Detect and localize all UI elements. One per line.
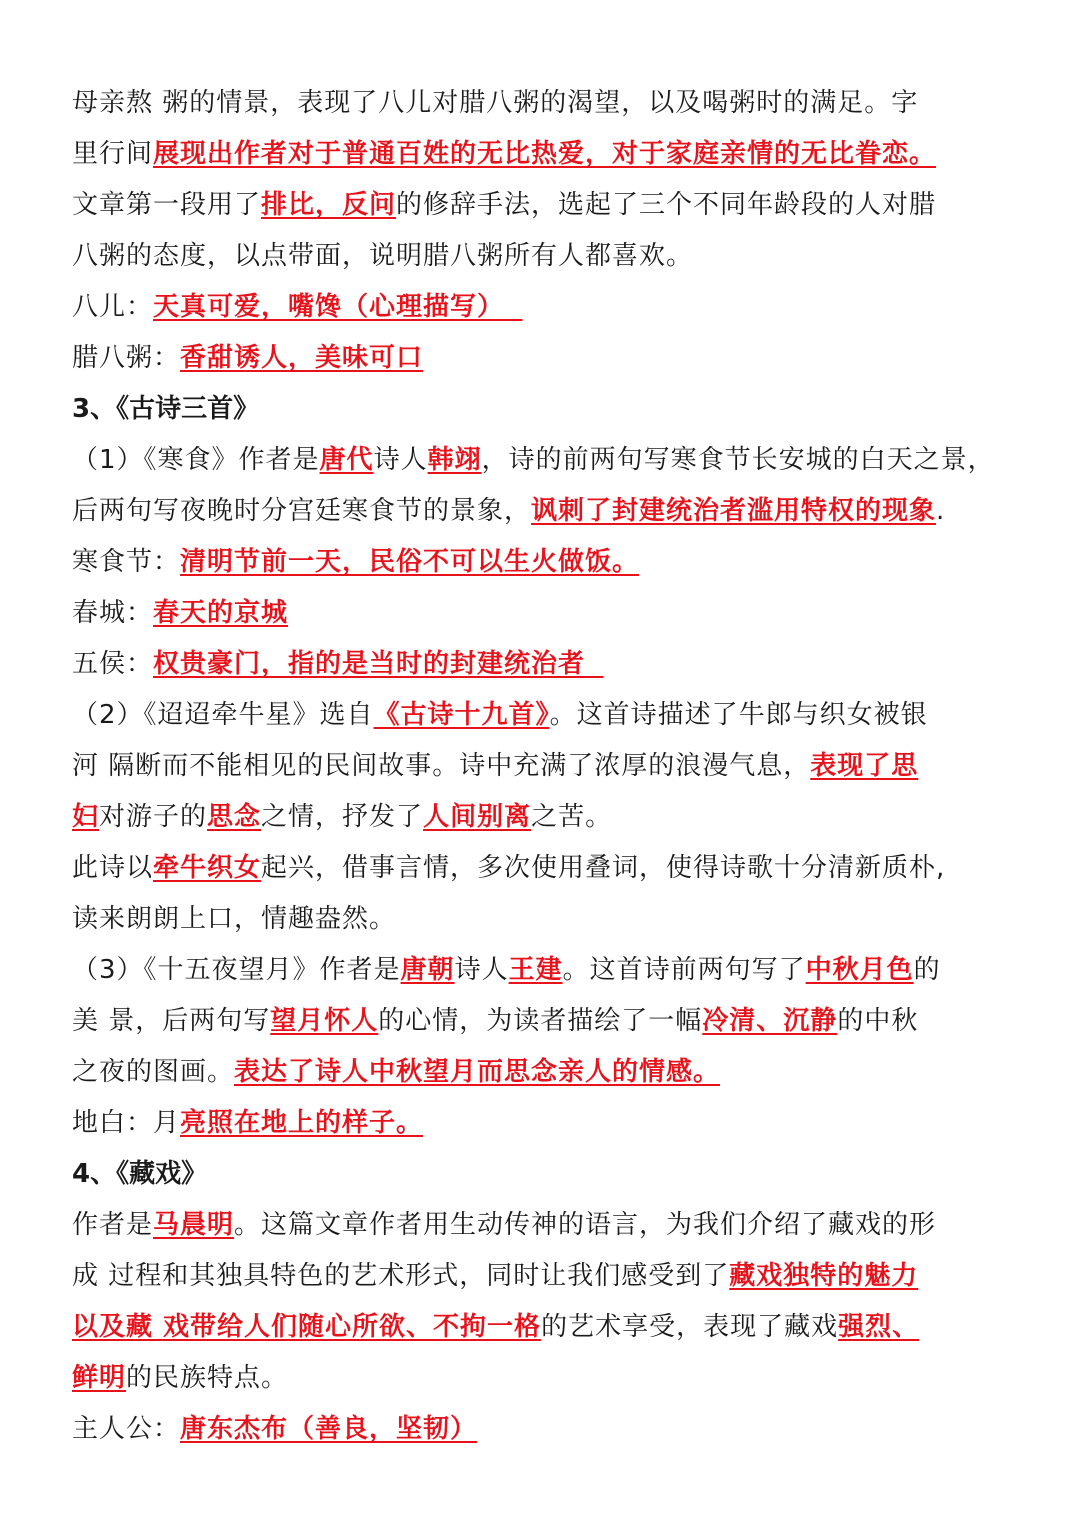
body-text: ，诗的前两句写寒食节长安城的白天之景， — [481, 445, 995, 475]
highlighted-answer: 表现了思 — [810, 751, 919, 781]
body-text: 八儿： — [72, 292, 154, 322]
highlighted-answer: 思念 — [207, 802, 262, 832]
highlighted-answer: 藏戏独特的魅力 — [729, 1261, 919, 1291]
highlighted-answer: 中秋月色 — [805, 955, 914, 985]
highlighted-answer: 表达了诗人中秋望月而思念亲人的情感。 — [234, 1057, 721, 1087]
highlighted-answer: 唐东杰布（善良，坚韧） — [180, 1414, 478, 1444]
highlighted-answer: 亮照在地上的样子。 — [180, 1108, 424, 1138]
text-line — [72, 231, 1010, 282]
highlighted-answer: 妇 — [72, 802, 100, 832]
body-text: 春城： — [72, 598, 154, 628]
body-text: 美 景，后两句写 — [72, 1006, 271, 1036]
body-text: 地白：月 — [72, 1108, 181, 1138]
highlighted-answer: 排比，反问 — [261, 190, 397, 220]
body-text: 的修辞手法，选起了三个不同年龄段的人对腊 — [396, 190, 937, 220]
highlighted-answer: 讽刺了封建统治者滥用特权的现象 — [531, 496, 937, 526]
body-text: （3）《十五夜望月》作者是 — [72, 955, 401, 985]
body-text: 的心情，为读者描绘了一幅 — [378, 1006, 703, 1036]
body-text: 的艺术享受，表现了藏戏 — [541, 1312, 839, 1342]
highlighted-answer: 权贵豪门，指的是当时的封建统治者 — [153, 649, 586, 679]
body-text: 五侯： — [72, 649, 154, 679]
text-line — [72, 1353, 1010, 1404]
text-line — [72, 894, 1010, 945]
text-line — [72, 741, 1010, 792]
text-line — [72, 537, 1010, 588]
highlighted-answer: 王建 — [508, 955, 563, 985]
text-line — [72, 792, 1010, 843]
body-text: 的 — [913, 955, 941, 985]
body-text: 起兴，借事言情，多次使用叠词，使得诗歌十分清新质朴, — [261, 853, 946, 883]
body-text: 。这首诗前两句写了 — [562, 955, 806, 985]
body-text: 之情，抒发了 — [261, 802, 424, 832]
section-heading — [72, 1149, 1010, 1200]
highlighted-answer: 以及藏 戏带给人们随心所欲、不拘一格 — [72, 1312, 542, 1342]
text-line — [72, 282, 1010, 333]
text-line — [72, 180, 1010, 231]
text-line — [72, 435, 1010, 486]
highlighted-answer: 鲜明 — [72, 1363, 127, 1393]
text-line — [72, 1047, 1010, 1098]
text-line — [72, 486, 1010, 537]
highlighted-answer: 韩翊 — [427, 445, 482, 475]
body-text: 八粥的态度，以点带面，说明腊八粥所有人都喜欢。 — [72, 241, 694, 271]
body-text: 读来朗朗上口，情趣盎然。 — [72, 904, 397, 934]
section-heading — [72, 384, 1010, 435]
body-text: 成 过程和其独具特色的艺术形式，同时让我们感受到了 — [72, 1261, 730, 1291]
text-line — [72, 129, 1010, 180]
highlighted-answer: 望月怀人 — [270, 1006, 379, 1036]
underline-trail — [585, 649, 604, 679]
body-text: 的中秋 — [837, 1006, 919, 1036]
highlighted-answer: 香甜诱人，美味可口 — [180, 343, 424, 373]
body-text: 母亲熬 粥的情景，表现了八儿对腊八粥的渴望，以及喝粥时的满足。字 — [72, 88, 919, 118]
text-line — [72, 1251, 1010, 1302]
highlighted-answer: 唐代 — [319, 445, 374, 475]
text-line — [72, 945, 1010, 996]
body-text: 的民族特点。 — [126, 1363, 289, 1393]
highlighted-answer: 人间别离 — [423, 802, 532, 832]
body-text: 4、《藏戏》 — [72, 1159, 208, 1189]
text-line — [72, 588, 1010, 639]
body-text: 诗人 — [454, 955, 509, 985]
body-text: 后两句写夜晚时分宫廷寒食节的景象， — [72, 496, 532, 526]
text-line — [72, 996, 1010, 1047]
text-line — [72, 1098, 1010, 1149]
body-text: 。这首诗描述了牛郎与织女被银 — [549, 700, 928, 730]
highlighted-answer: 强烈、 — [838, 1312, 920, 1342]
highlighted-answer: 冷清、沉静 — [702, 1006, 838, 1036]
text-line — [72, 78, 1010, 129]
body-text: （2）《迢迢牵牛星》选自 — [72, 700, 374, 730]
highlighted-answer: 春天的京城 — [153, 598, 289, 628]
highlighted-answer: 天真可爱，嘴馋（心理描写） — [153, 292, 505, 322]
highlighted-answer: 展现出作者对于普通百姓的无比热爱，对于家庭亲情的无比眷恋。 — [153, 139, 937, 169]
text-line — [72, 639, 1010, 690]
body-text: . — [936, 496, 946, 526]
body-text: 里行间 — [72, 139, 154, 169]
body-text: 之夜的图画。 — [72, 1057, 235, 1087]
body-text: 对游子的 — [99, 802, 208, 832]
body-text: 3、《古诗三首》 — [72, 394, 260, 424]
body-text: 主人公： — [72, 1414, 181, 1444]
text-line — [72, 333, 1010, 384]
body-text: 腊八粥： — [72, 343, 181, 373]
text-line — [72, 690, 1010, 741]
underline-trail — [504, 292, 523, 322]
body-text: 此诗以 — [72, 853, 154, 883]
body-text: 。这篇文章作者用生动传神的语言，为我们介绍了藏戏的形 — [234, 1210, 937, 1240]
body-text: 诗人 — [373, 445, 428, 475]
highlighted-answer: 《古诗十九首》 — [373, 700, 550, 730]
highlighted-answer: 马晨明 — [153, 1210, 235, 1240]
body-text: 寒食节： — [72, 547, 181, 577]
highlighted-answer: 唐朝 — [400, 955, 455, 985]
body-text: 作者是 — [72, 1210, 154, 1240]
text-line — [72, 843, 1010, 894]
body-text: 之苦。 — [531, 802, 613, 832]
text-line — [72, 1404, 1010, 1455]
text-line — [72, 1302, 1010, 1353]
body-text: 河 隔断而不能相见的民间故事。诗中充满了浓厚的浪漫气息， — [72, 751, 811, 781]
body-text: （1）《寒食》作者是 — [72, 445, 320, 475]
body-text: 文章第一段用了 — [72, 190, 262, 220]
highlighted-answer: 牵牛织女 — [153, 853, 262, 883]
highlighted-answer: 清明节前一天，民俗不可以生火做饭。 — [180, 547, 640, 577]
text-line — [72, 1200, 1010, 1251]
